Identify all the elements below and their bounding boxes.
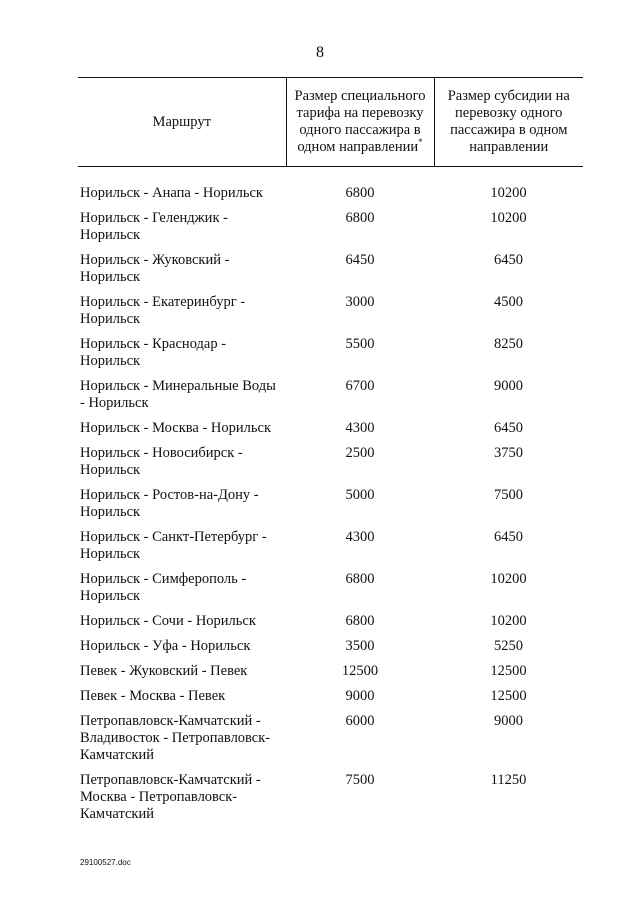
subsidy-cell: 10200	[490, 185, 527, 201]
route-cell: Норильск - Ростов-на-Дону - Норильск	[80, 487, 259, 520]
header-subsidy-label: Размер субсидии на перевозку одного пассажира в одном направлении	[447, 88, 570, 155]
subsidy-cell: 10200	[490, 210, 527, 226]
subsidy-cell: 9000	[494, 713, 523, 729]
header-tariff-label: Размер специального тарифа на перевозку одного пассажира в одном направлении	[294, 88, 426, 155]
tariff-cell: 3000	[345, 294, 375, 310]
route-cell: Петропавловск-Камчатский - Владивосток - Петропавловск-Камчатский	[80, 713, 271, 763]
route-cell: Норильск - Москва - Норильск	[80, 420, 271, 436]
tariff-cell: 4300	[345, 529, 375, 545]
tariff-cell: 6450	[345, 252, 375, 268]
header-subsidy	[434, 78, 583, 167]
route-cell: Норильск - Новосибирск - Норильск	[80, 445, 243, 478]
table-row	[78, 378, 583, 420]
table-row	[78, 638, 583, 663]
table-row	[78, 663, 583, 688]
tariff-cell: 4300	[345, 420, 375, 436]
header-tariff-footnote-mark: *	[418, 137, 423, 148]
tariff-cell: 7500	[345, 772, 375, 788]
route-cell: Норильск - Уфа - Норильск	[80, 638, 251, 654]
route-cell: Норильск - Симферополь - Норильск	[80, 571, 247, 604]
tariff-cell: 2500	[345, 445, 375, 461]
tariff-cell: 6000	[345, 713, 375, 729]
route-cell: Норильск - Санкт-Петербург - Норильск	[80, 529, 267, 562]
table-row	[78, 713, 583, 772]
route-cell: Норильск - Жуковский - Норильск	[80, 252, 230, 285]
route-cell: Норильск - Краснодар - Норильск	[80, 336, 227, 369]
subsidy-cell: 6450	[494, 529, 523, 545]
table-body	[78, 167, 583, 832]
route-cell: Певек - Жуковский - Певек	[80, 663, 248, 679]
tariff-cell: 6800	[345, 613, 375, 629]
table-row	[78, 420, 583, 445]
table-row	[78, 210, 583, 252]
table-row	[78, 252, 583, 294]
tariff-cell: 3500	[345, 638, 375, 654]
tariff-cell: 6700	[345, 378, 375, 394]
header-route	[78, 78, 286, 167]
table-header-row	[78, 78, 583, 167]
route-cell: Певек - Москва - Певек	[80, 688, 226, 704]
subsidy-cell: 6450	[494, 420, 523, 436]
route-cell: Норильск - Анапа - Норильск	[80, 185, 263, 201]
tariff-cell: 6800	[345, 185, 375, 201]
table-row	[78, 529, 583, 571]
subsidy-cell: 7500	[494, 487, 523, 503]
header-route-label: Маршрут	[152, 113, 211, 130]
subsidy-cell: 10200	[490, 571, 527, 587]
header-tariff	[286, 78, 434, 167]
document-code: 29100527.doc	[80, 858, 131, 867]
route-cell: Норильск - Екатеринбург - Норильск	[80, 294, 246, 327]
route-cell: Петропавловск-Камчатский - Москва - Петропавловск-Камчатский	[80, 772, 261, 822]
subsidy-cell: 3750	[494, 445, 523, 461]
table-row	[78, 336, 583, 378]
subsidy-cell: 9000	[494, 378, 523, 394]
tariff-cell: 5000	[345, 487, 375, 503]
tariff-cell: 6800	[345, 571, 375, 587]
page-number: 8	[316, 44, 324, 61]
table-row	[78, 167, 583, 211]
subsidy-cell: 8250	[494, 336, 523, 352]
subsidy-cell: 11250	[490, 772, 527, 788]
tariff-table	[78, 77, 583, 831]
tariff-cell: 5500	[345, 336, 375, 352]
table-row	[78, 613, 583, 638]
tariff-cell: 6800	[345, 210, 375, 226]
table-header	[78, 78, 583, 167]
table-row	[78, 772, 583, 831]
table-row	[78, 688, 583, 713]
subsidy-cell: 12500	[490, 663, 527, 679]
route-cell: Норильск - Минеральные Воды - Норильск	[80, 378, 276, 411]
route-cell: Норильск - Сочи - Норильск	[80, 613, 256, 629]
route-cell: Норильск - Геленджик - Норильск	[80, 210, 228, 243]
subsidy-cell: 10200	[490, 613, 527, 629]
table-row	[78, 487, 583, 529]
subsidy-cell: 12500	[490, 688, 527, 704]
tariff-cell: 12500	[341, 663, 379, 679]
table-row	[78, 294, 583, 336]
subsidy-cell: 6450	[494, 252, 523, 268]
table-row	[78, 571, 583, 613]
tariff-cell: 9000	[345, 688, 375, 704]
table-row	[78, 445, 583, 487]
subsidy-cell: 5250	[494, 638, 523, 654]
subsidy-cell: 4500	[494, 294, 523, 310]
